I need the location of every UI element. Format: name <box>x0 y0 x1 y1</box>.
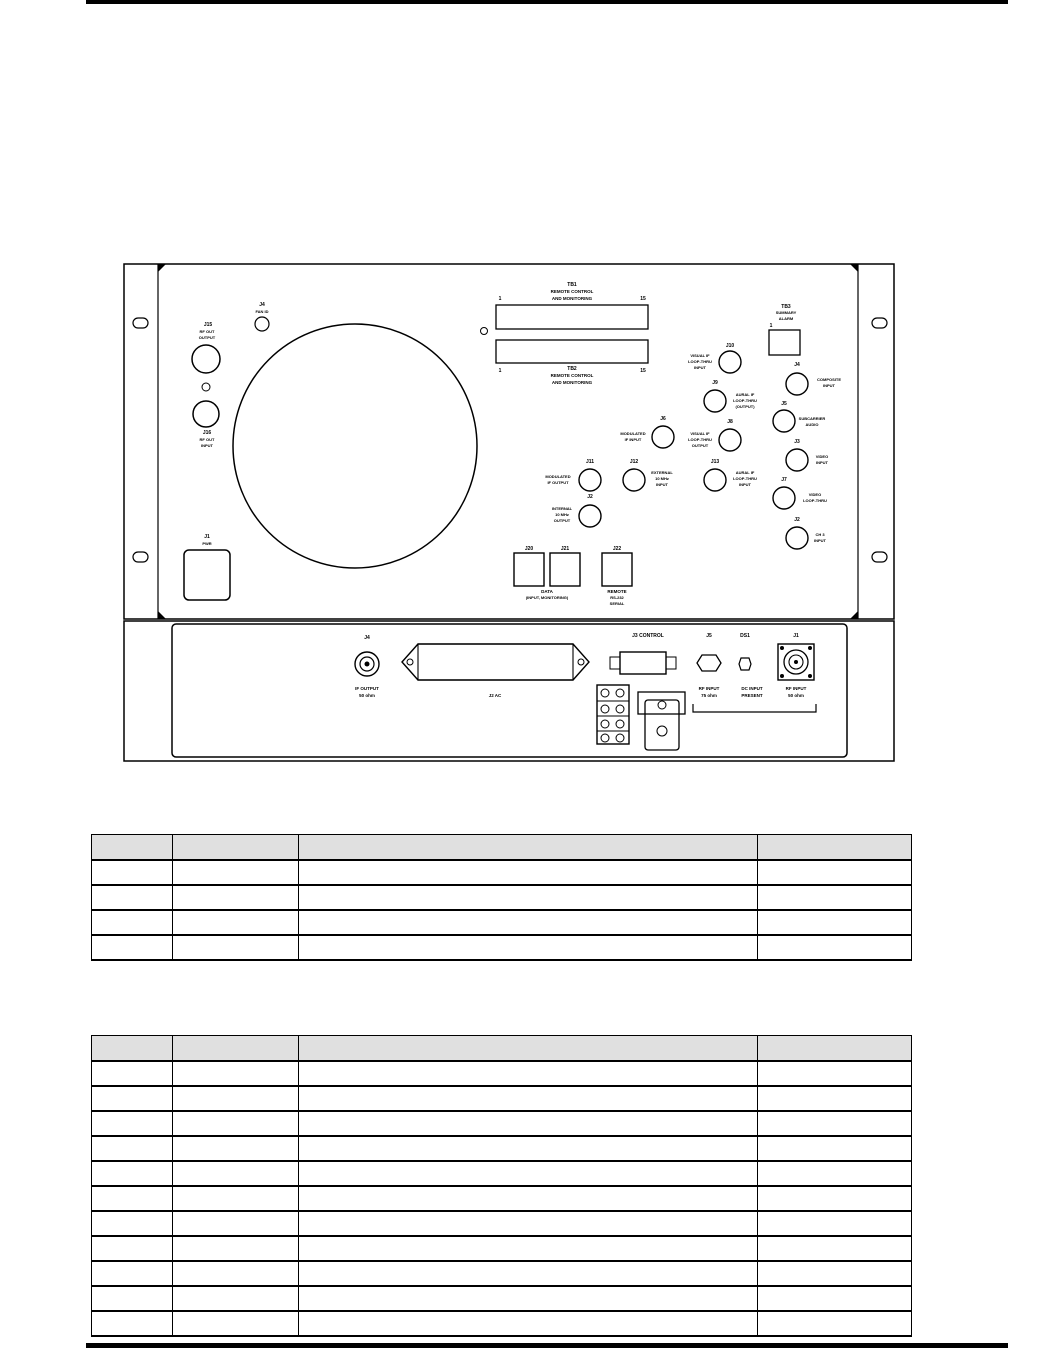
internal-10mhz-label-line2: 10 MHz <box>555 512 569 517</box>
terminal-screw <box>616 720 624 728</box>
lower-j1-pin <box>794 660 798 664</box>
tb1-pin-last: 15 <box>640 296 646 302</box>
table-2-row <box>92 1136 912 1161</box>
lower-j5-connector <box>697 655 721 671</box>
table-1-header-cell <box>173 835 299 861</box>
j3-id: J3 <box>794 439 800 445</box>
table-2-cell <box>92 1311 173 1336</box>
table-2-row <box>92 1311 912 1336</box>
j5-label-line1: SUBCARRIER <box>798 416 826 421</box>
terminal-screw <box>616 705 624 713</box>
indicator-led <box>202 383 210 391</box>
table-2-cell <box>92 1186 173 1211</box>
table-2-row <box>92 1186 912 1211</box>
j3-control-tab <box>610 657 620 669</box>
terminal-screw <box>616 734 624 742</box>
j6-label-line1: MODULATED <box>620 431 646 436</box>
j5-id: J5 <box>781 401 787 407</box>
table-1-cell <box>758 885 912 910</box>
mounting-screw <box>407 659 413 665</box>
table-2-cell <box>758 1236 912 1261</box>
terminal-screw <box>601 734 609 742</box>
j2-label-line1: CH 3 <box>815 532 825 537</box>
j4-label-line2: INPUT <box>823 383 835 388</box>
table-2-row <box>92 1061 912 1086</box>
table-2-cell <box>758 1261 912 1286</box>
table-1-cell <box>92 910 173 935</box>
lower-j5-label-line1: RF INPUT <box>698 686 720 691</box>
remote-label-line1: REMOTE <box>607 589 627 594</box>
j6-connector <box>652 426 674 448</box>
j13-label-line3: INPUT <box>739 482 751 487</box>
j15-label-line1: RF OUT <box>199 329 215 334</box>
flange-screw <box>808 646 812 650</box>
j12-id: J12 <box>629 459 639 465</box>
table-2-cell <box>758 1161 912 1186</box>
fan-id-connector <box>255 317 269 331</box>
j3-control-tab <box>666 657 676 669</box>
table-1-header-row <box>92 835 912 861</box>
lower-j5-label-line2: 75 ohm <box>701 693 717 698</box>
j11-id: J11 <box>585 459 595 465</box>
table-2-header-cell <box>299 1036 758 1062</box>
table-2-cell <box>92 1211 173 1236</box>
j11-label-line1: MODULATED <box>545 474 571 479</box>
j7-label-line1: VIDEO <box>808 492 822 497</box>
j16-id: J16 <box>202 430 212 436</box>
rf-input-bracket-line <box>693 704 816 712</box>
fan-opening <box>233 324 477 568</box>
j3-connector <box>786 449 808 471</box>
table-2-cell <box>92 1136 173 1161</box>
j13-label-line2: LOOP-THRU <box>733 476 757 481</box>
tb3-label-line2: SUMMARY <box>775 310 797 315</box>
tb1-label-line2: REMOTE CONTROL <box>550 289 594 294</box>
j11-connector <box>579 469 601 491</box>
tb1-pin-first: 1 <box>498 296 502 302</box>
table-1-cell <box>299 935 758 960</box>
power-connector <box>184 550 230 600</box>
remote-label-line3: SERIAL <box>609 601 625 606</box>
j6-id: J6 <box>660 416 666 422</box>
bottom-rule <box>86 1343 1008 1348</box>
tb2-label-line1: TB2 <box>567 366 577 372</box>
j3-control-connector <box>620 652 666 674</box>
table-1-header-cell <box>758 835 912 861</box>
j15-id: J15 <box>203 322 213 328</box>
internal-10mhz-label-line1: INTERNAL <box>551 506 573 511</box>
table-2-cell <box>92 1086 173 1111</box>
flange-screw <box>780 674 784 678</box>
table-2-cell <box>758 1136 912 1161</box>
j5-label-line2: AUDIO <box>805 422 819 427</box>
rack-slot <box>872 552 887 562</box>
j8-label-line3: OUTPUT <box>691 443 709 448</box>
j13-label-line1: AURAL IF <box>735 470 755 475</box>
table-2-cell <box>299 1311 758 1336</box>
tb3-label-line3: ALARM <box>778 316 794 321</box>
tb1-terminal-block <box>496 305 648 329</box>
j9-label-line1: AURAL IF <box>735 392 755 397</box>
terminal-screw <box>601 689 609 697</box>
data-label-line2: (INPUT, MONITORING) <box>525 595 569 600</box>
table-2-cell <box>299 1236 758 1261</box>
table-1-cell <box>758 910 912 935</box>
indicator-led <box>481 328 488 335</box>
ds1-label-line1: DC INPUT <box>741 686 763 691</box>
table-1-row <box>92 860 912 885</box>
table-2-cell <box>173 1311 299 1336</box>
data-port-j20 <box>514 553 544 586</box>
j15-connector <box>192 345 220 373</box>
j9-label-line3: (OUTPUT) <box>735 404 755 409</box>
table-2-cell <box>92 1286 173 1311</box>
table-2-cell <box>299 1136 758 1161</box>
lower-j4-id: J4 <box>364 635 370 641</box>
table-1-cell <box>299 860 758 885</box>
lower-j1-label-line2: 50 ohm <box>788 693 804 698</box>
table-2-cell <box>92 1261 173 1286</box>
table-2-cell <box>299 1161 758 1186</box>
rack-slot <box>872 318 887 328</box>
table-2-row <box>92 1236 912 1261</box>
data-label-line1: DATA <box>541 589 553 594</box>
table-1-header-cell <box>92 835 173 861</box>
tb1-label-line3: AND MONITORING <box>551 296 593 301</box>
j8-connector <box>719 429 741 451</box>
j22-id: J22 <box>612 546 622 552</box>
rack-slot <box>133 552 148 562</box>
data-port-j21 <box>550 553 580 586</box>
j12-connector <box>623 469 645 491</box>
j3-label-line2: INPUT <box>816 460 828 465</box>
tb1-label-line1: TB1 <box>567 282 577 288</box>
table-2-cell <box>299 1111 758 1136</box>
tb2-pin-first: 1 <box>498 368 502 374</box>
table-2-cell <box>299 1261 758 1286</box>
remote-port-j22 <box>602 553 632 586</box>
j2-connector <box>786 527 808 549</box>
tb2-pin-last: 15 <box>640 368 646 374</box>
corner-mark <box>850 264 858 272</box>
table-1-cell <box>758 860 912 885</box>
table-2-cell <box>92 1236 173 1261</box>
table-1-cell <box>173 885 299 910</box>
j16-connector <box>193 401 219 427</box>
internal-10mhz-label-line3: OUTPUT <box>553 518 571 523</box>
table-2-cell <box>173 1211 299 1236</box>
j7-label-line2: LOOP-THRU <box>803 498 827 503</box>
table-1-cell <box>92 860 173 885</box>
table-2-cell <box>173 1086 299 1111</box>
table-1-header-cell <box>299 835 758 861</box>
corner-mark <box>850 611 858 619</box>
j12-label-line3: INPUT <box>656 482 668 487</box>
power-connector-label: PWR <box>202 541 212 546</box>
table-2-cell <box>758 1286 912 1311</box>
j2-id: J2 <box>794 517 800 523</box>
table-2-cell <box>92 1161 173 1186</box>
tb3-terminal-block <box>769 330 800 355</box>
table-2-row <box>92 1086 912 1111</box>
j21-id: J21 <box>560 546 570 552</box>
j16-label-line2: INPUT <box>201 443 213 448</box>
table-2-header-cell <box>92 1036 173 1062</box>
j8-label-line1: VISUAL IF <box>690 431 710 436</box>
j6-label-line2: IF INPUT <box>624 437 642 442</box>
table-2-cell <box>299 1286 758 1311</box>
tb2-label-line2: REMOTE CONTROL <box>550 373 594 378</box>
rack-slot <box>133 318 148 328</box>
ds1-label-line2: PRESENT <box>741 693 763 698</box>
table-1 <box>91 834 912 961</box>
table-2-row <box>92 1211 912 1236</box>
bracket-hole <box>657 726 667 736</box>
j9-id: J9 <box>712 380 718 386</box>
table-2-cell <box>173 1136 299 1161</box>
table-2-cell <box>758 1111 912 1136</box>
j2-ac-label: J2 AC <box>488 693 502 698</box>
j9-label-line2: LOOP-THRU <box>733 398 757 403</box>
corner-mark <box>158 611 166 619</box>
ds1-id: DS1 <box>740 633 750 639</box>
j9-connector <box>704 390 726 412</box>
j10-id: J10 <box>725 343 735 349</box>
j10-connector <box>719 351 741 373</box>
j15-label-line2: OUTPUT <box>198 335 216 340</box>
table-2-row <box>92 1161 912 1186</box>
table-2-cell <box>173 1236 299 1261</box>
bracket-hole <box>658 701 666 709</box>
table-2-cell <box>92 1061 173 1086</box>
j7-connector <box>773 487 795 509</box>
lower-j4-bnc-pin <box>365 662 370 667</box>
lower-panel-outline <box>124 621 894 761</box>
lower-j1-id: J1 <box>793 633 799 639</box>
mounting-bracket <box>645 700 679 750</box>
tb3-pin-first: 1 <box>769 323 773 329</box>
internal-10mhz-connector <box>579 505 601 527</box>
table-2-cell <box>299 1186 758 1211</box>
remote-label-line2: RS-232 <box>610 595 624 600</box>
lower-j4-label-line2: 50 ohm <box>359 693 375 698</box>
j12-label-line1: EXTERNAL <box>651 470 673 475</box>
terminal-screw <box>601 720 609 728</box>
table-2-cell <box>758 1311 912 1336</box>
j13-id: J13 <box>710 459 720 465</box>
j10-label-line3: INPUT <box>694 365 706 370</box>
table-2-cell <box>173 1061 299 1086</box>
table-2-row <box>92 1261 912 1286</box>
lower-j4-label-line1: IF OUTPUT <box>355 686 379 691</box>
table-1-cell <box>173 935 299 960</box>
table-2-header-cell <box>173 1036 299 1062</box>
terminal-screw <box>616 689 624 697</box>
j13-connector <box>704 469 726 491</box>
table-1-row <box>92 935 912 960</box>
j8-label-line2: LOOP-THRU <box>688 437 712 442</box>
table-1-cell <box>92 935 173 960</box>
table-2-header-cell <box>758 1036 912 1062</box>
table-2-cell <box>173 1186 299 1211</box>
internal-10mhz-id: J2 <box>587 494 593 500</box>
lower-j5-id: J5 <box>706 633 712 639</box>
j12-label-line2: 10 MHz <box>655 476 669 481</box>
fan-id-label: FAN ID <box>255 309 269 314</box>
flange-screw <box>780 646 784 650</box>
corner-mark <box>158 264 166 272</box>
j3-control-label: J3 CONTROL <box>632 633 664 639</box>
table-1-cell <box>173 860 299 885</box>
j5-connector <box>773 410 795 432</box>
table-1-cell <box>299 910 758 935</box>
lower-j1-label-line1: RF INPUT <box>785 686 807 691</box>
fan-id-number: J4 <box>259 302 265 308</box>
table-2 <box>91 1035 912 1337</box>
table-2-cell <box>299 1086 758 1111</box>
table-2-cell <box>758 1061 912 1086</box>
table-2-row <box>92 1286 912 1311</box>
table-2-header-row <box>92 1036 912 1062</box>
j4-label-line1: COMPOSITE <box>816 377 842 382</box>
table-2-cell <box>173 1111 299 1136</box>
table-2-cell <box>299 1211 758 1236</box>
j2-label-line2: INPUT <box>814 538 826 543</box>
table-1-row <box>92 885 912 910</box>
table-2-cell <box>92 1111 173 1136</box>
j10-label-line2: LOOP-THRU <box>688 359 712 364</box>
table-1-cell <box>299 885 758 910</box>
tb2-label-line3: AND MONITORING <box>551 380 593 385</box>
table-2-cell <box>173 1261 299 1286</box>
tb2-terminal-block <box>496 340 648 363</box>
j16-label-line1: RF OUT <box>199 437 215 442</box>
table-2-cell <box>299 1061 758 1086</box>
table-2-cell <box>758 1086 912 1111</box>
mounting-screw <box>578 659 584 665</box>
table-1-cell <box>173 910 299 935</box>
table-1-cell <box>92 885 173 910</box>
j2-ac-connector <box>402 644 589 680</box>
j2-ac-connector-shell <box>418 644 573 680</box>
j8-id: J8 <box>727 419 733 425</box>
table-1-cell <box>758 935 912 960</box>
j3-label-line1: VIDEO <box>815 454 829 459</box>
table-2-cell <box>758 1186 912 1211</box>
j11-label-line2: IF OUTPUT <box>547 480 569 485</box>
table-1-row <box>92 910 912 935</box>
j7-id: J7 <box>781 477 787 483</box>
terminal-screw <box>601 705 609 713</box>
ds1-led <box>739 658 751 670</box>
j4-id: J4 <box>794 362 800 368</box>
tb3-label-line1: TB3 <box>781 304 791 310</box>
j20-id: J20 <box>524 546 534 552</box>
table-2-cell <box>173 1161 299 1186</box>
table-2-cell <box>758 1211 912 1236</box>
flange-screw <box>808 674 812 678</box>
power-connector-id: J1 <box>204 534 210 540</box>
table-2-cell <box>173 1286 299 1311</box>
table-2-row <box>92 1111 912 1136</box>
j10-label-line1: VISUAL IF <box>690 353 710 358</box>
j4-connector <box>786 373 808 395</box>
